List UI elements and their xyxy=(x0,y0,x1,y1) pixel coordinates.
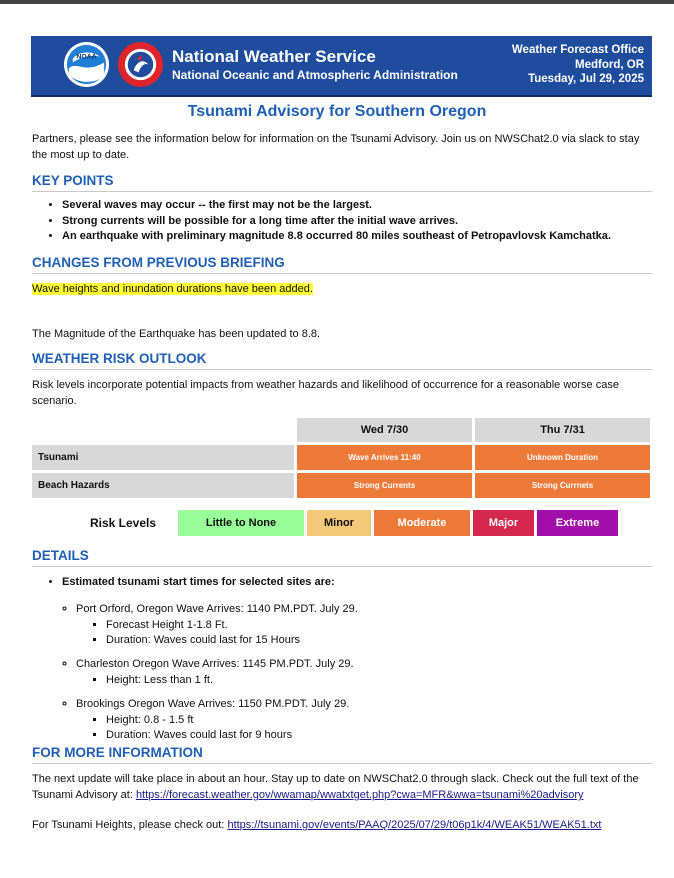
key-points-list xyxy=(46,198,611,245)
agency-title: National Weather Service xyxy=(172,47,376,66)
magnitude-note: The Magnitude of the Earthquake has been updated to 8.8. xyxy=(32,328,321,340)
office-info xyxy=(512,43,644,87)
advisory-title: Tsunami Advisory for Southern Oregon xyxy=(187,103,487,120)
noaa-logo-icon xyxy=(63,41,110,88)
changes-highlight: Wave heights and inundation durations have been added. xyxy=(32,283,313,295)
site-item xyxy=(76,697,358,743)
changes-highlight-line xyxy=(32,281,657,297)
site-name: Brookings Oregon Wave Arrives: 1150 PM.PDT. July 29. xyxy=(76,698,350,710)
heights-text xyxy=(32,817,657,833)
day-header: Wed 7/30 xyxy=(297,418,472,442)
key-point-item: • Several waves may occur -- the first may not be the largest. xyxy=(62,198,611,214)
agency-subtitle: National Oceanic and Atmospheric Administration xyxy=(172,68,458,82)
site-details xyxy=(76,673,358,688)
site-item xyxy=(76,602,358,648)
changes-heading: CHANGES FROM PREVIOUS BRIEFING xyxy=(32,255,652,274)
site-name: Port Orford, Oregon Wave Arrives: 1140 PM.PDT. July 29. xyxy=(76,603,358,615)
risk-level-major: Major xyxy=(473,510,534,536)
advisory-text-link[interactable]: https://forecast.weather.gov/wwamap/wwatxtget.php?cwa=MFR&wwa=tsunami%20advisory xyxy=(135,789,584,801)
details-heading: DETAILS xyxy=(32,548,652,567)
key-point-item: • An earthquake with preliminary magnitude 8.8 occurred 80 miles southeast of Petropavlovsk Kamchatka. xyxy=(62,229,611,245)
site-detail: ▪ Duration: Waves could last for 9 hours xyxy=(106,728,358,743)
site-item xyxy=(76,657,358,688)
site-detail: ▪ Forecast Height 1-1.8 Ft. xyxy=(106,618,358,633)
tsunami-heights-link[interactable]: https://tsunami.gov/events/PAAQ/2025/07/29/t06p1k/4/WEAK51/WEAK51.txt xyxy=(227,819,602,831)
outlook-heading: WEATHER RISK OUTLOOK xyxy=(32,351,652,370)
details-list xyxy=(46,575,358,752)
office-location: Medford, OR xyxy=(575,58,644,71)
risk-cell: Strong Currents xyxy=(297,473,472,498)
details-lead xyxy=(62,575,358,743)
site-detail: ▪ Height: Less than 1 ft. xyxy=(106,673,358,688)
more-info-body: The next update will take place in about an hour. Stay up to date on NWSChat2.0 through slack. Check out the full text of the Tsunami Advisory at: xyxy=(32,773,639,801)
row-label-tsunami: Tsunami xyxy=(32,445,294,470)
site-details xyxy=(76,618,358,648)
risk-level-moderate: Moderate xyxy=(374,510,470,536)
day-header: Thu 7/31 xyxy=(475,418,650,442)
risk-level-extreme: Extreme xyxy=(537,510,618,536)
briefing-date: Tuesday, Jul 29, 2025 xyxy=(528,73,644,85)
site-detail: ▪ Height: 0.8 - 1.5 ft xyxy=(106,713,358,728)
risk-level-minor: Minor xyxy=(307,510,371,536)
key-points-heading: KEY POINTS xyxy=(32,173,652,192)
site-detail: ▪ Duration: Waves could last for 15 Hours xyxy=(106,633,358,648)
nws-header-banner xyxy=(31,36,652,97)
risk-cell: Strong Currnets xyxy=(475,473,650,498)
outlook-description: Risk levels incorporate potential impacts from weather hazards and likelihood of occurrence for a reasonable worse case scenario. xyxy=(32,379,619,407)
risk-level-little-to-none: Little to None xyxy=(178,510,304,536)
more-info-text xyxy=(32,771,657,803)
site-details xyxy=(76,713,358,743)
risk-cell: Wave Arrives 11:40 xyxy=(297,445,472,470)
risk-levels-label: Risk Levels xyxy=(90,516,157,530)
intro-text: Partners, please see the information below for information on the Tsunami Advisory. Join us on NWSChat2.0 via slack to stay the most up to date. xyxy=(32,133,640,161)
office-name: Weather Forecast Office xyxy=(511,44,644,56)
key-point-item: • Strong currents will be possible for a long time after the initial wave arrives. xyxy=(62,214,611,230)
sites-list xyxy=(62,602,358,743)
row-label-beach-hazards: Beach Hazards xyxy=(32,473,294,498)
more-info-heading: FOR MORE INFORMATION xyxy=(32,745,652,764)
details-lead-text: Estimated tsunami start times for selected sites are: xyxy=(62,576,335,588)
risk-cell: Unknown Duration xyxy=(475,445,650,470)
heights-body: For Tsunami Heights, please check out: xyxy=(32,819,228,831)
top-border xyxy=(0,0,674,4)
nws-logo-icon xyxy=(117,41,164,88)
site-name: Charleston Oregon Wave Arrives: 1145 PM.PDT. July 29. xyxy=(76,658,354,670)
svg-text:NOAA: NOAA xyxy=(76,53,97,61)
